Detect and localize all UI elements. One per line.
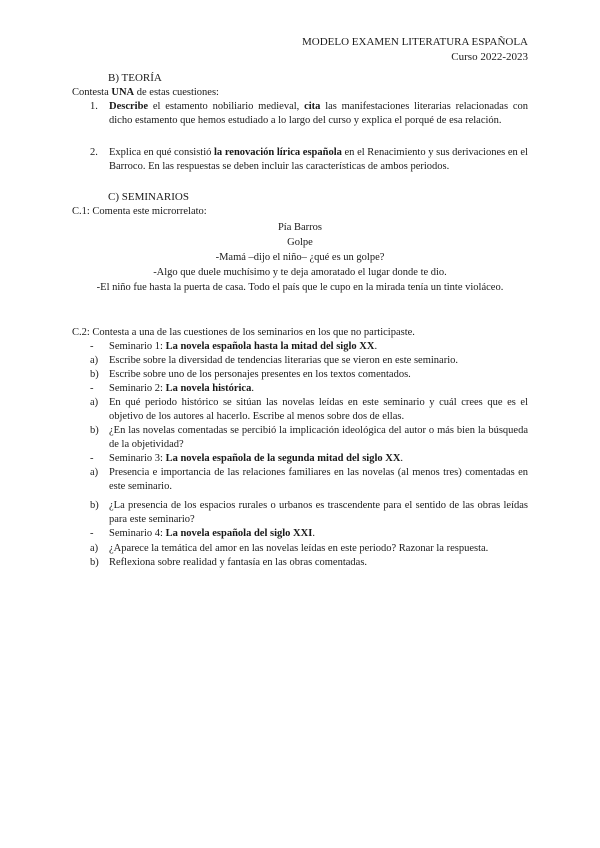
- seminar-suffix: .: [251, 383, 254, 394]
- list-item-text: Escribe sobre uno de los personajes presentes en los textos comentados.: [109, 369, 411, 380]
- seminar-suffix: .: [374, 341, 378, 352]
- seminar-prefix: Seminario 4:: [109, 528, 166, 539]
- list-marker: b): [90, 425, 99, 436]
- list-item: [90, 368, 528, 382]
- teoria-question-1: [90, 100, 528, 128]
- seminar-prefix: Seminario 2:: [109, 383, 166, 394]
- list-marker: -: [90, 528, 94, 539]
- question-bold-1: la renovación lírica española: [214, 147, 342, 158]
- teoria-instruction: [72, 86, 219, 100]
- list-marker: b): [90, 500, 99, 511]
- list-item: [90, 542, 528, 556]
- seminar-prefix: Seminario 3:: [109, 453, 166, 464]
- story-author: Pía Barros: [277, 222, 323, 233]
- seminar-3-title: [90, 452, 528, 466]
- list-marker: a): [90, 543, 99, 554]
- list-marker: -: [90, 383, 94, 394]
- list-item-text: ¿Aparece la temática del amor en las novelas leídas en este periodo? Razonar la respuesta.: [109, 543, 489, 554]
- seminar-4-title: [90, 527, 528, 541]
- seminar-prefix: Seminario 1:: [109, 341, 166, 352]
- question-text-1: el estamento nobiliario medieval,: [148, 101, 305, 112]
- list-item-text: ¿La presencia de los espacios rurales o urbanos es trascendente para el sentido de las obras leídas para este seminario?: [109, 500, 528, 525]
- list-item-text: Escribe sobre la diversidad de tendencias literarias que se vieron en este seminario.: [109, 355, 458, 366]
- list-item: [90, 354, 528, 368]
- list-item-text: Presencia e importancia de las relaciones familiares en las novelas (al menos tres) comentadas en este seminario.: [109, 467, 528, 492]
- list-item: [90, 396, 528, 424]
- teoria-question-2: [90, 146, 528, 174]
- teoria-heading: B) TEORÍA: [108, 72, 162, 84]
- header-title: MODELO EXAMEN LITERATURA ESPAÑOLA: [301, 36, 528, 48]
- seminar-1-title: [90, 340, 528, 354]
- question-text-2: las manifestaciones literarias relacionadas con dicho estamento que hemos estudiado a lo largo del curso y explica el porqué de esa relación.: [109, 101, 528, 126]
- seminar-name: La novela española del siglo XXI: [165, 528, 313, 539]
- seminar-2-title: [90, 382, 528, 396]
- header-course: Curso 2022-2023: [451, 51, 528, 63]
- seminar-name: La novela española hasta la mitad del siglo XX: [165, 341, 375, 352]
- story-line-3: -El niño fue hasta la puerta de casa. Todo el país que le cupo en la mirada tenía un tinte violáceo.: [96, 282, 504, 293]
- question-bold-2: cita: [304, 101, 321, 112]
- seminar-name: La novela histórica: [165, 383, 252, 394]
- teoria-instruction-post: de estas cuestiones:: [134, 87, 219, 98]
- seminarios-heading: C) SEMINARIOS: [108, 191, 189, 203]
- teoria-instruction-bold: UNA: [111, 87, 135, 98]
- seminar-suffix: .: [400, 453, 404, 464]
- question-bold-1: Describe: [109, 101, 149, 112]
- story-title: Golpe: [287, 237, 313, 248]
- seminar-name: La novela española de la segunda mitad del siglo XX: [165, 453, 401, 464]
- list-marker: b): [90, 369, 99, 380]
- list-marker: a): [90, 355, 99, 366]
- list-item-text: ¿En las novelas comentadas se percibió la implicación ideológica del autor o más bien la búsqueda de la objetividad?: [109, 425, 528, 450]
- question-number: 2.: [90, 147, 98, 158]
- list-item-text: Reflexiona sobre realidad y fantasía en las obras comentadas.: [109, 557, 368, 568]
- list-marker: b): [90, 557, 99, 568]
- list-marker: a): [90, 397, 99, 408]
- question-number: 1.: [90, 101, 98, 112]
- list-item: [90, 424, 528, 452]
- c1-instruction: C.1: Comenta este microrrelato:: [72, 206, 207, 217]
- question-text-1: Explica en qué consistió: [109, 147, 215, 158]
- c2-instruction: C.2: Contesta a una de las cuestiones de los seminarios en los que no participaste.: [72, 327, 415, 338]
- teoria-instruction-pre: Contesta: [72, 87, 112, 98]
- story-line-2: -Algo que duele muchísimo y te deja amoratado el lugar donde te dio.: [153, 267, 447, 278]
- list-item-text: En qué periodo histórico se sitúan las novelas leídas en este seminario y cuál crees que es el objetivo de los autores al hacerlo. Escribe al menos sobre dos de ellas.: [109, 397, 528, 422]
- story-line-1: -Mamá –dijo el niño– ¿qué es un golpe?: [215, 252, 385, 263]
- list-item: [90, 499, 528, 527]
- list-item: [90, 556, 528, 570]
- list-item: [90, 466, 528, 494]
- seminar-suffix: .: [312, 528, 315, 539]
- list-marker: -: [90, 341, 94, 352]
- question-text-2: en el Renacimiento y sus derivaciones en el Barroco. En las respuestas se deben incluir las características de ambos periodos.: [109, 147, 528, 172]
- list-marker: -: [90, 453, 94, 464]
- list-marker: a): [90, 467, 99, 478]
